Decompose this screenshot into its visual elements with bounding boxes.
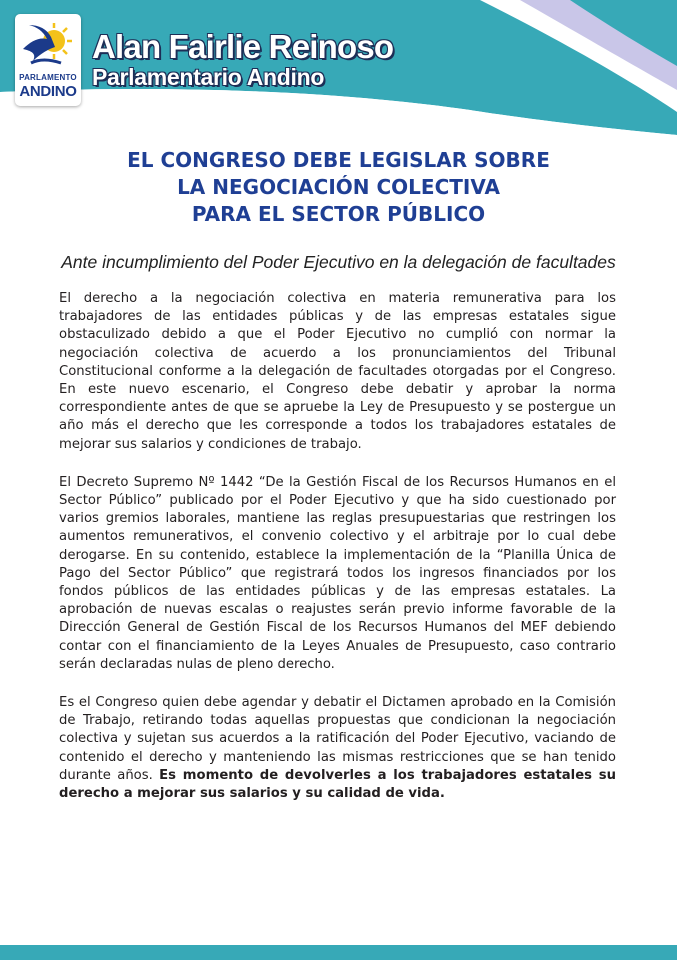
condor-sun-logo-icon [21, 19, 75, 73]
parlamento-andino-logo [15, 14, 81, 106]
closing-bold-text: Es momento de devolverles a los trabajadores estatales su derecho a mejorar sus salarios y su calidad de vida. [59, 767, 616, 802]
article-closing-paragraph [59, 694, 616, 803]
article-title-line: PARA EL SECTOR PÚBLICO [191, 202, 486, 226]
article-paragraph: El derecho a la negociación colectiva en materia remunerativa para los trabajadores de las entidades públicas y de las empresas estatales sigue obstaculizado debido a que el Poder Ejecutivo no cumplió con normar la negociación colectiva de acuerdo a los pronunciamientos del Tribunal Constitucional conforme a la delegación de facultades otorgadas por el Congreso. En este nuevo escenario, el Congreso debe debatir y aprobar la norma correspondiente antes de que se apruebe la Ley de Presupuesto y se postergue un año más el derecho que les corresponde a todos los trabajadores estatales de mejorar sus salarios y condiciones de trabajo. [59, 291, 616, 452]
article-title-line: EL CONGRESO DEBE LEGISLAR SOBRE [127, 148, 550, 172]
article-paragraph: El Decreto Supremo Nº 1442 “De la Gestión Fiscal de los Recursos Humanos en el Sector Público” publicado por el Poder Ejecutivo y que ha sido cuestionado por varios gremios laborales, mantiene las reglas presupuestarias que restringen los aumentos remunerativos, el convenio colectivo y el arbitraje por lo cual debe derogarse. En su contenido, establece la implementación de la “Planilla Única de Pago del Sector Público” que registrará todos los ingresos financiados por los fondos públicos de las entidades públicas y de las empresas estatales. La aprobación de nuevas escalas o reajustes serán previo informe favorable de la Dirección General de Gestión Fiscal de los Recursos Humanos del MEF debiendo contar con el financiamiento de la Leyes Anuales de Presupuesto, caso contrario serán declaradas nulas de pleno derecho. [59, 474, 616, 672]
parliamentarian-name: Alan Fairlie Reinoso [92, 28, 394, 65]
logo-text-andino: ANDINO [19, 83, 77, 100]
closing-text: Es el Congreso quien debe agendar y debatir el Dictamen aprobado en la Comisión de Trabajo, retirando todas aquellas propuestas que condicionan la negociación colectiva y sujetan sus acuerdos a la ratificación del Poder Ejecutivo, vaciando de contenido el derecho y manteniendo las mismas restricciones que se han tenido durante años. [59, 695, 616, 783]
article-body [59, 290, 616, 823]
parliamentarian-role: Parlamentario Andino [92, 64, 325, 90]
header-banner [0, 0, 677, 135]
article-title-line: LA NEGOCIACIÓN COLECTIVA [177, 175, 500, 199]
article-subtitle: Ante incumplimiento del Poder Ejecutivo en la delegación de facultades [61, 252, 616, 272]
footer-bar [0, 945, 677, 960]
article-title [60, 147, 617, 228]
logo-text-parlamento: PARLAMENTO [19, 73, 77, 82]
